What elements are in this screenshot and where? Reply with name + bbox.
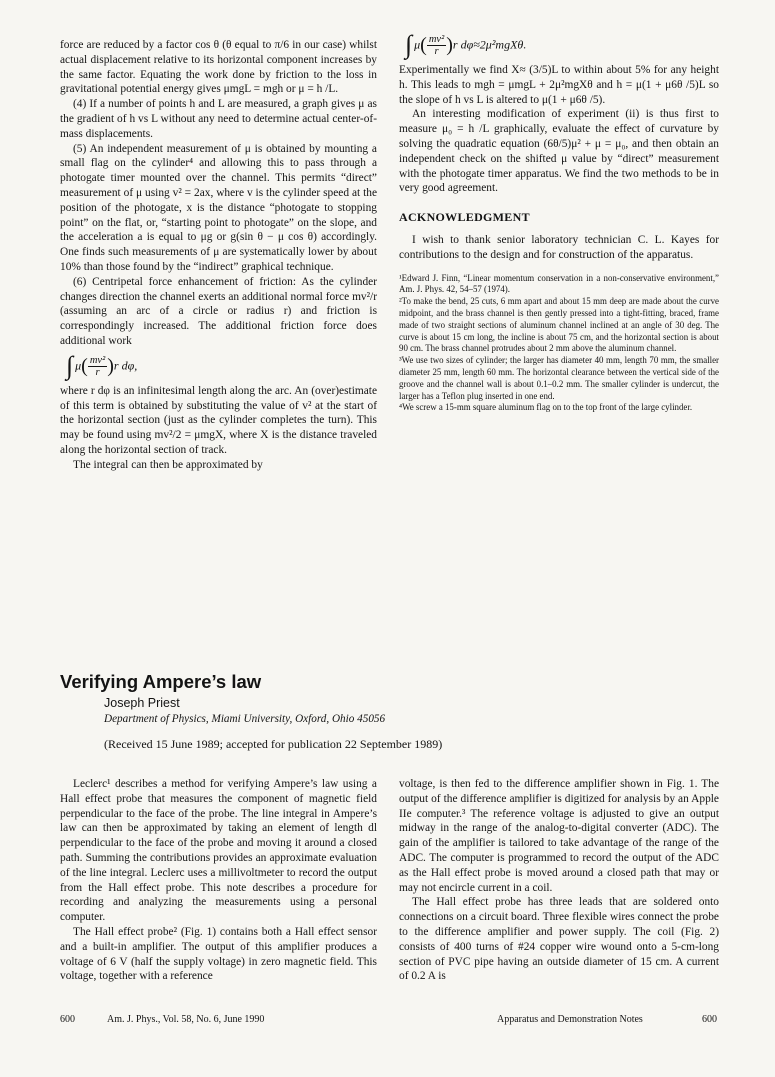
paragraph: (4) If a number of points h and L are measured, a graph gives μ as the gradient of h vs L without any need to determine actual center-of-mass displacements. bbox=[60, 98, 377, 140]
paragraph: Experimentally we find X≈ (3/5)L to within about 5% for any height h. This leads to mgh = μmgL + 2μ²mgXθ and h = μ(1 + μ6θ /5)L so the slope of h vs L is altered to μ(1 + μ6θ /5). bbox=[399, 64, 719, 106]
footer-page-right: 600 bbox=[702, 1014, 717, 1025]
integral-sign: ∫ bbox=[66, 350, 74, 380]
footnote-2: ²To make the bend, 25 cuts, 6 mm apart and about 15 mm deep are made about the curve midpoint, and the brass channel is then gently pressed into a tight-fitting, braced, frame made of two straight sections of aluminum channel inclined at an angle of 30 deg. The curve is about 15 cm long, the incline is about 75 cm, and the horizontal section is about 90 cm. The brass channel protrudes about 2 mm above the aluminum channel. bbox=[399, 296, 719, 354]
paragraph: (6) Centripetal force enhancement of friction: As the cylinder changes direction the channel exerts an additional normal force mv²/r (assuming an arc of a circle or radius r) and friction is correspondingly increased. The additional friction force does additional work bbox=[60, 275, 377, 347]
article-affiliation: Department of Physics, Miami University, Oxford, Ohio 45056 bbox=[104, 713, 386, 725]
equation-integral-1: ∫ μ( $\frac{\text{mv²}}{r}$ )r dφ, bbox=[66, 350, 138, 380]
paragraph: (5) An independent measurement of μ is obtained by mounting a small flag on the cylinder⁴ and allowing this to pass through a photogate timer mounted over the channel. This permits “direct” measurement of μ using v² = 2ax, where v is the cylinder speed at the position of the photogate, x is the distance “photogate to stopping point” on the flat, or, “starting point to photogate” on the slope, and the acceleration a is equal to μg or g(sin θ − μ cos θ) accordingly. One finds such measurements of μ are systematically lower by about 10% than those found by the “indirect” graphical technique. bbox=[60, 142, 377, 273]
fraction: $\frac{\text{mv²}}{r}$ bbox=[428, 34, 445, 57]
paragraph: The Hall effect probe has three leads that are soldered onto connections on a circuit board. Three flexible wires connect the probe to the difference amplifier and power supply. The coil (Fig. 2) consists of 400 turns of #24 copper wire wound onto a 5-cm-long section of PVC pipe having an outside diameter of 15 cm. A current of 0.2 A is bbox=[399, 896, 719, 983]
integral-sign: ∫ bbox=[405, 30, 413, 60]
footnote-3: ³We use two sizes of cylinder; the larger has diameter 40 mm, length 70 mm, the smaller diameter 25 mm, length 60 mm. The horizontal clearance between the vertical side of the groove and the channel wall is about 0.1–0.2 mm. The smaller cylinder is undercut, the larger has a Teflon plug inserted in one end. bbox=[399, 355, 719, 401]
paragraph: Leclerc¹ describes a method for verifying Ampere’s law using a Hall effect probe that measures the component of magnetic field perpendicular to the face of the probe. The line integral in Ampere’s law can then be approximated by taking an element of length dl perpendicular to the face of the probe and moving it around a closed path. Summing the contributions provides an approximate evaluation of the line integral. Leclerc uses a millivoltmeter to record the output from the Hall effect probe. This note describes a procedure for recording and analyzing the measurements using a personal computer. bbox=[60, 778, 377, 924]
paragraph: The integral can then be approximated by bbox=[73, 458, 263, 471]
article-received: (Received 15 June 1989; accepted for publication 22 September 1989) bbox=[104, 737, 443, 751]
upper-left-column bbox=[60, 38, 377, 473]
acknowledgment-text: I wish to thank senior laboratory technician C. L. Kayes for contributions to the design and for construction of the apparatus. bbox=[399, 233, 719, 261]
footnotes bbox=[399, 273, 719, 415]
footnote-1: ¹Edward J. Finn, “Linear momentum conservation in a non-conservative environment,” Am. J. Phys. 42, 54–57 (1974). bbox=[399, 272, 719, 295]
paragraph: force are reduced by a factor cos θ (θ equal to π/6 in our case) whilst actual displacement relative to its horizontal component increases by the same factor. Equating the work done by friction to the loss in gravitational potential energy gives μmgL = mgh or μ = h /L. bbox=[60, 39, 377, 96]
footer-section: Apparatus and Demonstration Notes bbox=[497, 1014, 643, 1025]
paragraph: The Hall effect probe² (Fig. 1) contains both a Hall effect sensor and a built-in amplifier. The output of this amplifier produces a voltage of 6 V (half the supply voltage) in zero magnetic field. This voltage, together with a reference bbox=[60, 925, 377, 983]
equation-integral-2: ∫ μ( $\frac{\text{mv²}}{r}$ )r dφ≈2μ²mgXθ. bbox=[405, 30, 527, 60]
paragraph: An interesting modification of experiment (ii) is thus first to measure μ₀ = h /L graphically, evaluate the effect of curvature by solving the quadratic equation (6θ/5)μ² + μ = μ₀, and then obtain an independent check on the shifted μ value by “direct” measurement with the photogate timer apparatus. We find the two methods to be in very good agreement. bbox=[399, 108, 719, 195]
lower-right-column bbox=[399, 777, 719, 984]
paragraph: where r dφ is an infinitesimal length along the arc. An (over)estimate of this term is obtained by substituting the value of v² at the start of the horizontal section (just as the cylinder completes the turn). This may be found using mv²/2 = μmgX, where X is the distance traveled along the horizontal section of track. bbox=[60, 384, 377, 456]
article-title: Verifying Ampere’s law bbox=[60, 671, 262, 692]
footnote-4: ⁴We screw a 15-mm square aluminum flag on to the top front of the large cylinder. bbox=[399, 402, 693, 413]
article-author: Joseph Priest bbox=[104, 696, 180, 710]
footer-journal: Am. J. Phys., Vol. 58, No. 6, June 1990 bbox=[107, 1014, 265, 1025]
footer-page-left: 600 bbox=[60, 1014, 75, 1025]
fraction: $\frac{\text{mv²}}{r}$ bbox=[89, 354, 106, 378]
acknowledgment-heading: ACKNOWLEDGMENT bbox=[399, 210, 530, 225]
lower-left-column bbox=[60, 777, 377, 984]
paragraph: voltage, is then fed to the difference amplifier shown in Fig. 1. The output of the difference amplifier is digitized for analysis by an Apple IIe computer.³ The reference voltage is adjusted to give an output midway in the range of the analog-to-digital converter (ADC). The gain of the amplifier is tailored to take advantage of the range of the ADC. The computer is programmed to record the output of the ADC as the Hall effect probe is moved around a closed path that may or may not encircle current in a coil. bbox=[399, 778, 719, 894]
upper-right-column bbox=[399, 30, 719, 414]
